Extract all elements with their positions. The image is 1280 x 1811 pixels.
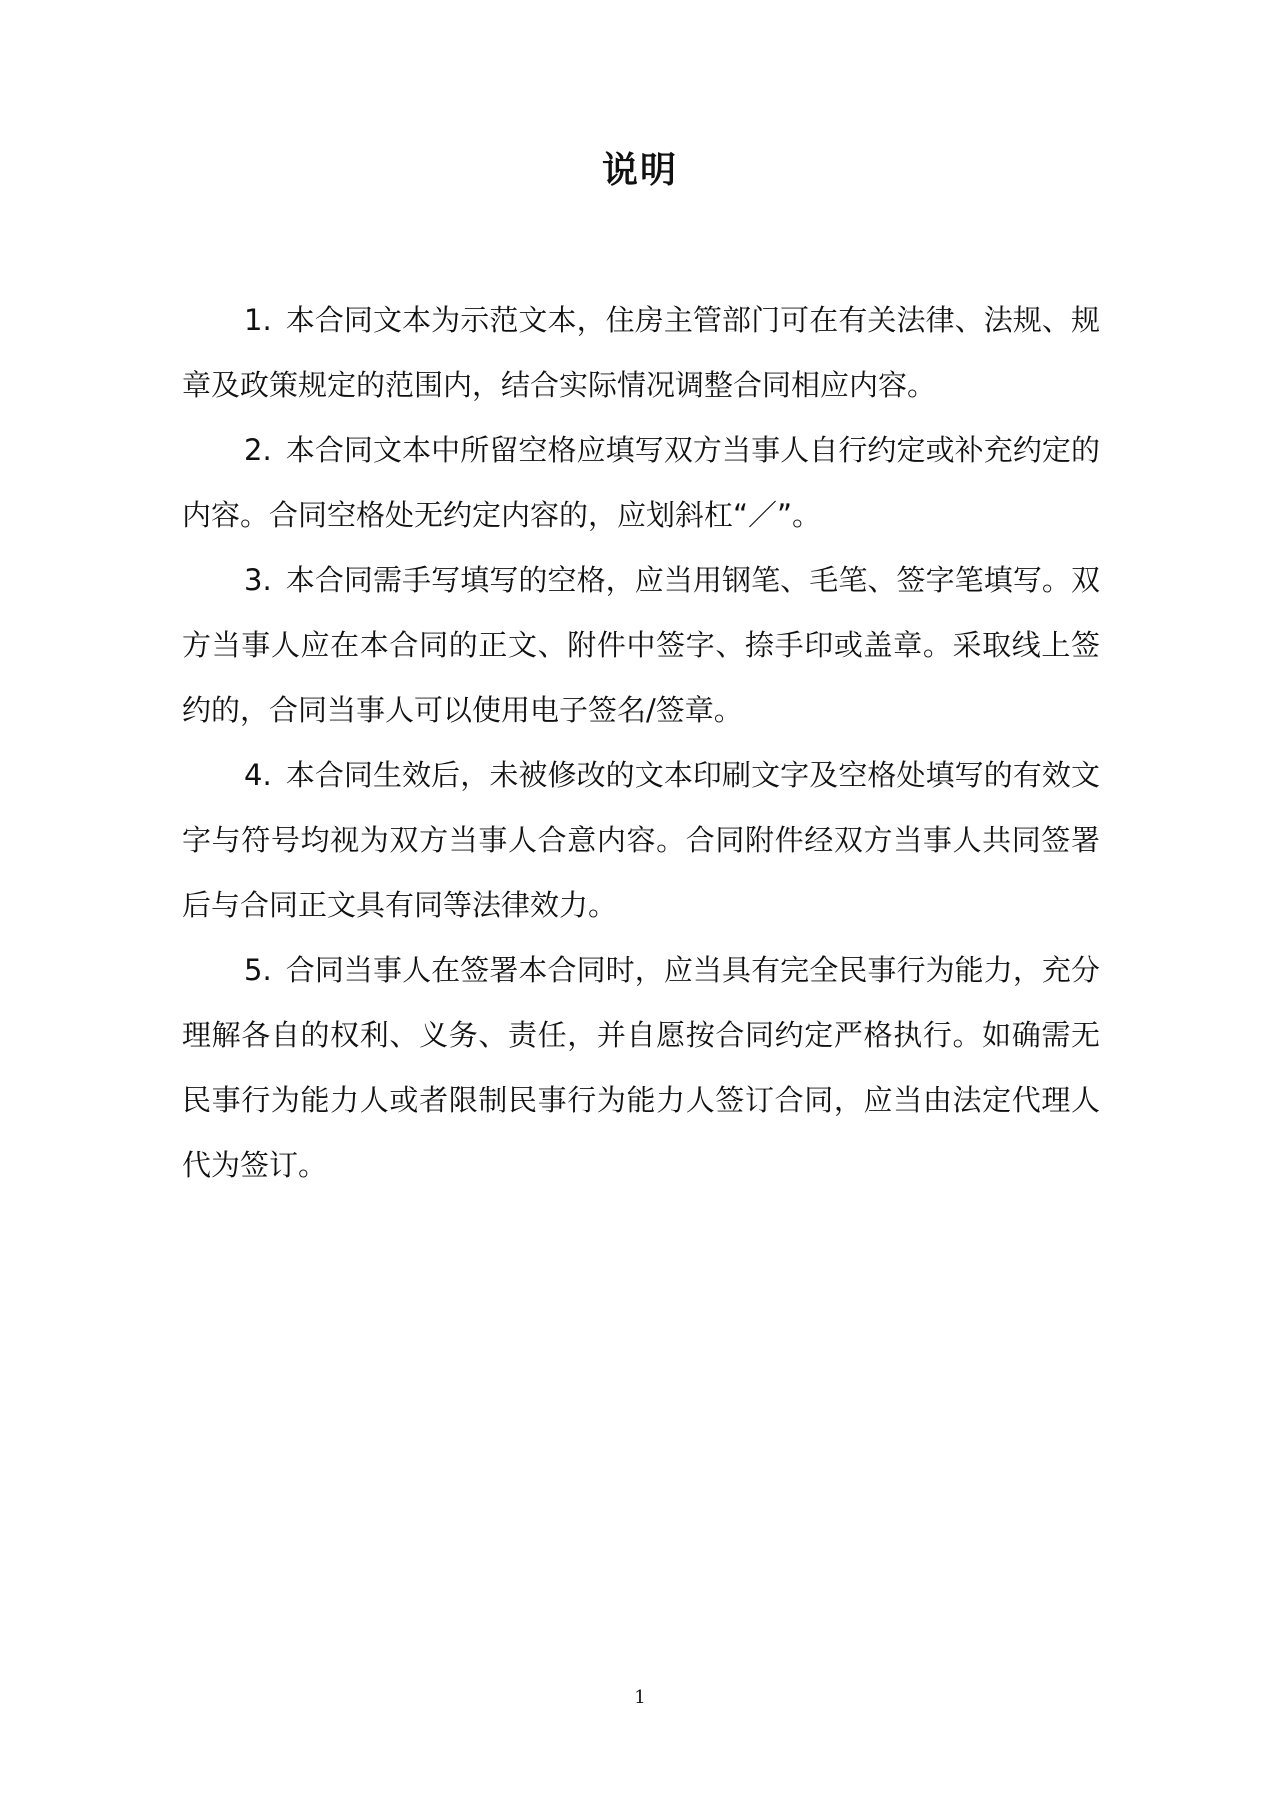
item-text: 合同当事人在签署本合同时，应当具有完全民事行为能力，充分理解各自的权利、义务、责任，并自愿按合同约定严格执行。如确需无民事行为能力人或者限制民事行为能力人签订合同，应当由法定代理人代为签订。: [182, 953, 1100, 1182]
instruction-item-3: [182, 548, 1100, 743]
page-title: 说明: [601, 150, 678, 191]
item-text: 本合同生效后，未被修改的文本印刷文字及空格处填写的有效文字与符号均视为双方当事人合意内容。合同附件经双方当事人共同签署后与合同正文具有同等法律效力。: [182, 758, 1100, 922]
instruction-item-5: [182, 938, 1100, 1198]
instruction-item-4: [182, 743, 1100, 938]
instruction-item-1: [182, 288, 1100, 418]
instructions-list: [182, 288, 1100, 1198]
item-number: 5.: [244, 953, 272, 987]
item-number: 1.: [244, 303, 272, 337]
item-number: 4.: [244, 758, 272, 792]
instruction-item-2: [182, 418, 1100, 548]
item-text: 本合同文本中所留空格应填写双方当事人自行约定或补充约定的内容。合同空格处无约定内容的，应划斜杠“／”。: [182, 433, 1100, 532]
item-number: 2.: [244, 433, 272, 467]
item-text: 本合同需手写填写的空格，应当用钢笔、毛笔、签字笔填写。双方当事人应在本合同的正文、附件中签字、捺手印或盖章。采取线上签约的，合同当事人可以使用电子签名/签章。: [182, 563, 1100, 727]
page-number: 1: [634, 1687, 646, 1708]
item-text: 本合同文本为示范文本，住房主管部门可在有关法律、法规、规章及政策规定的范围内，结合实际情况调整合同相应内容。: [182, 303, 1100, 402]
item-number: 3.: [244, 563, 272, 597]
